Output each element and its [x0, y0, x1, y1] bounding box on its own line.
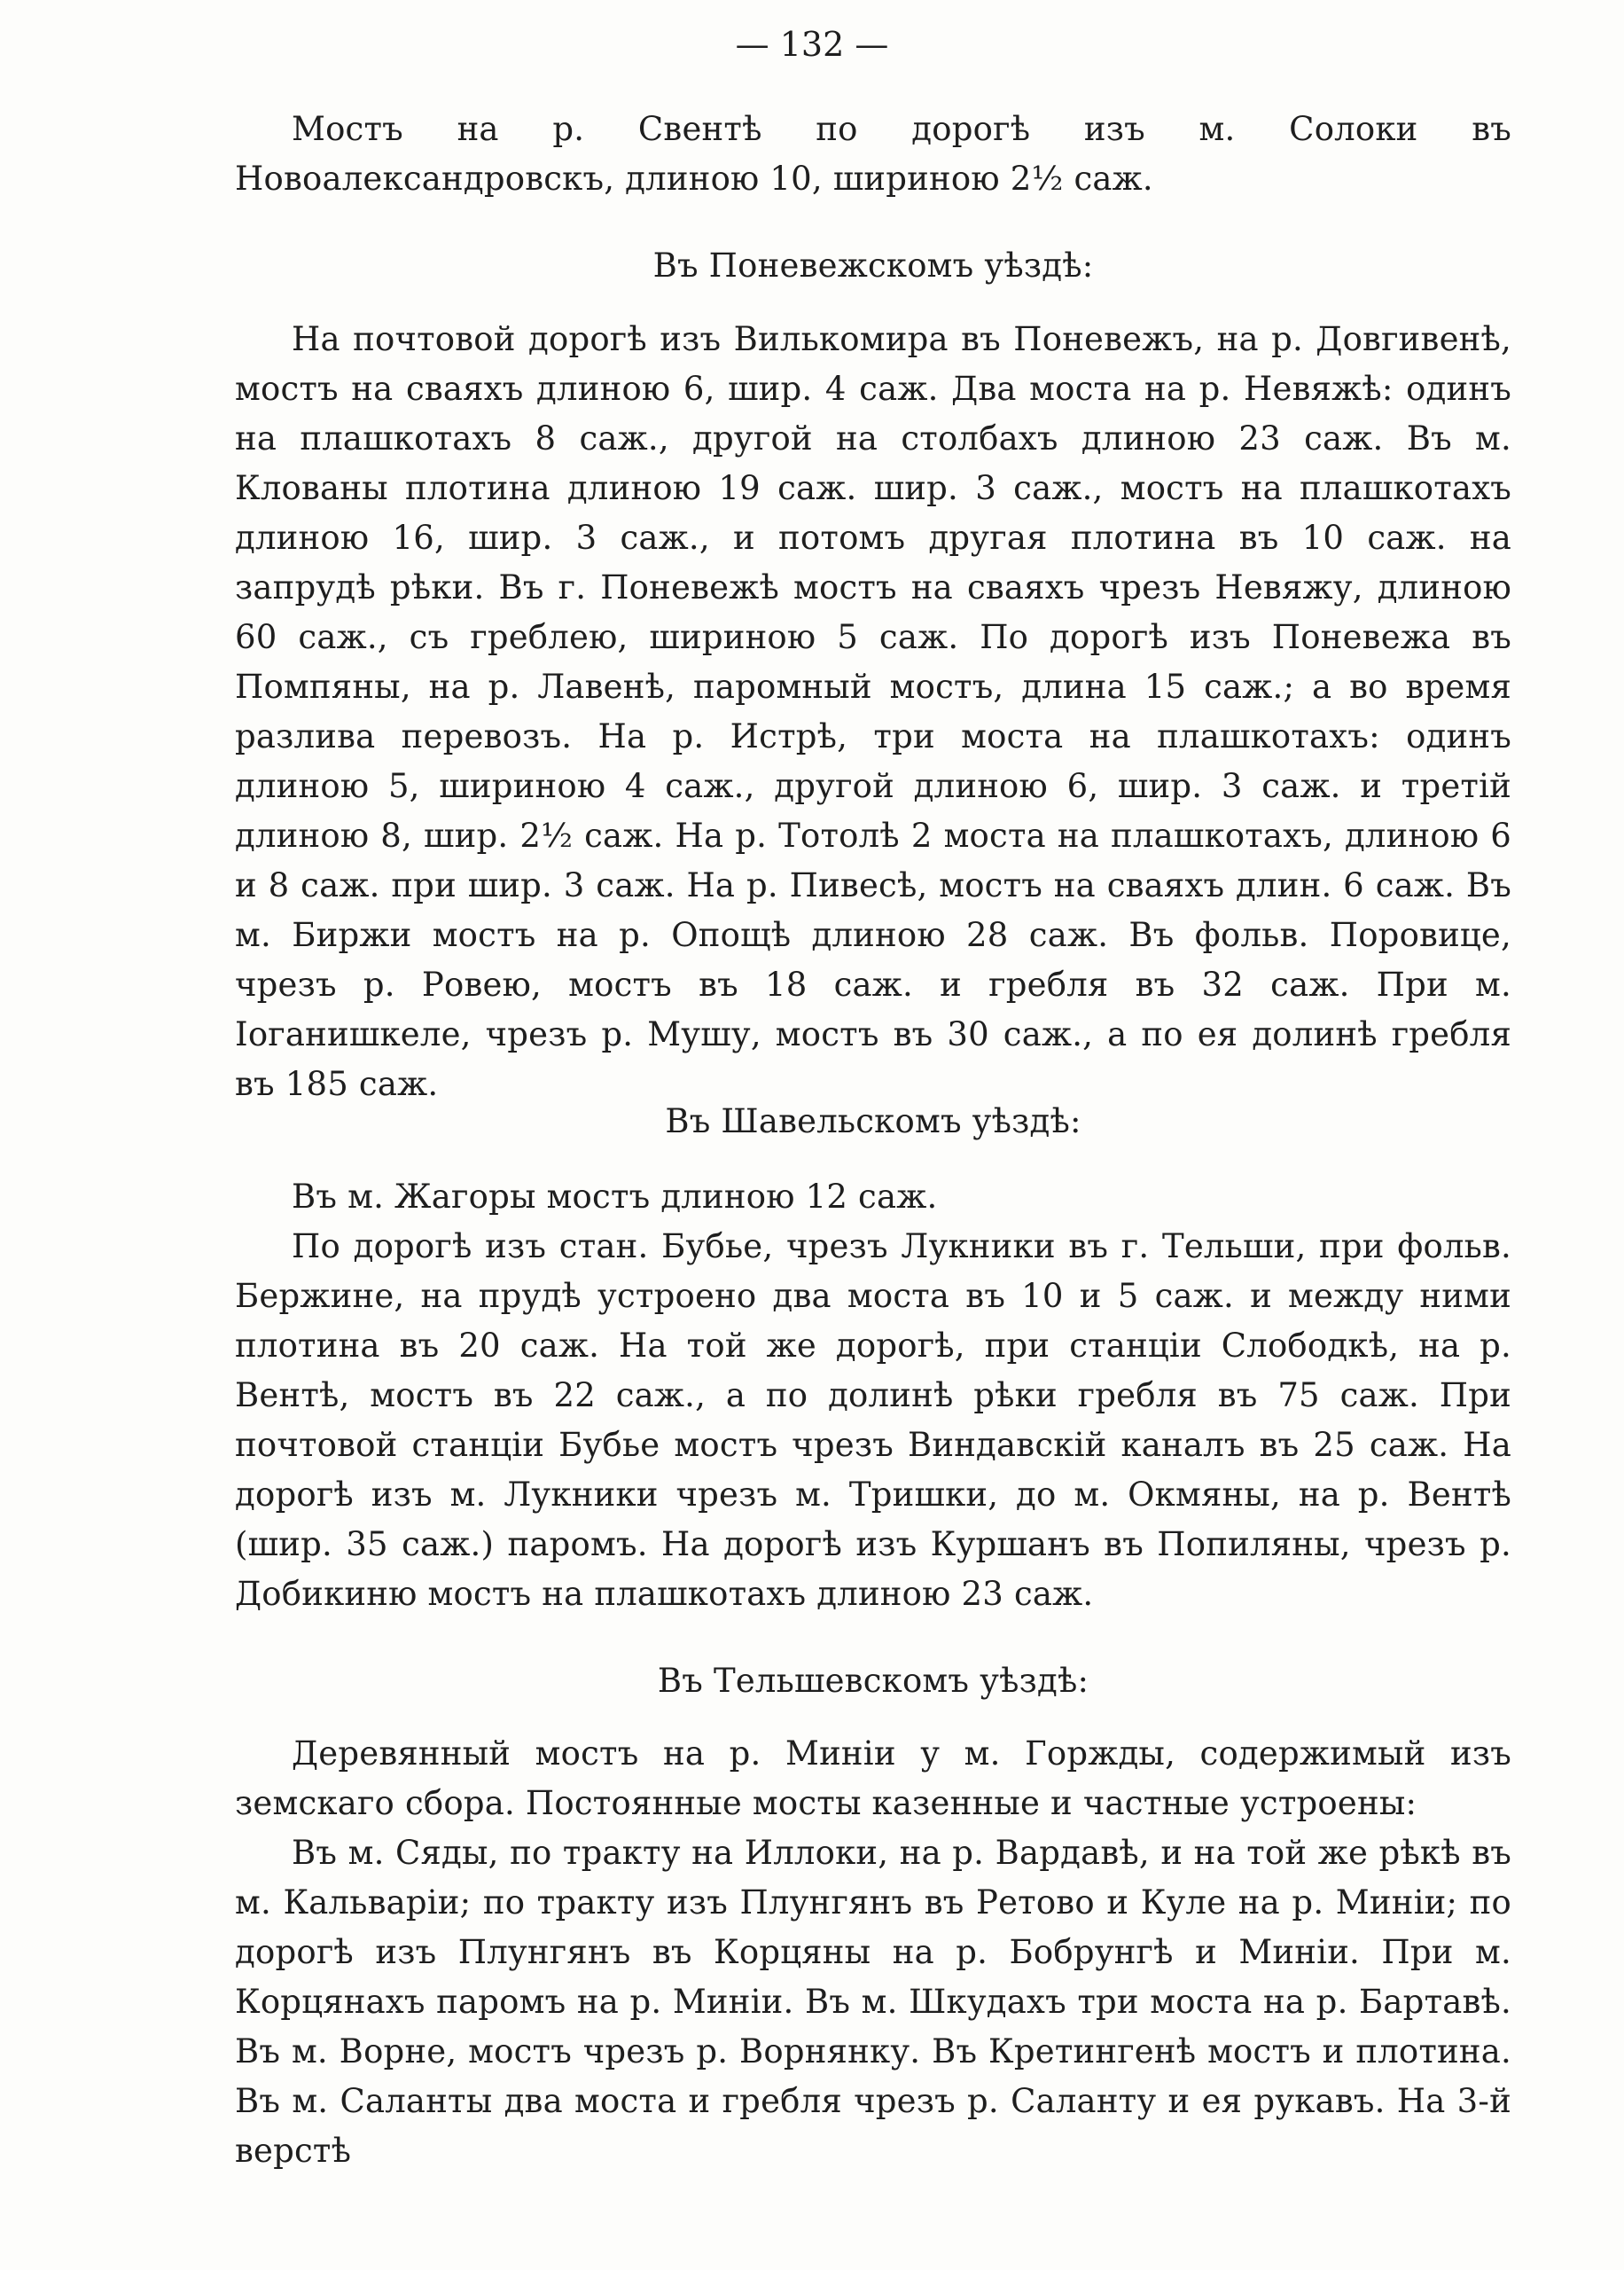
section-heading-telshi [235, 1656, 1511, 1706]
paragraph: Деревянный мостъ на р. Миніи у м. Горжды, содержимый изъ земскаго сбора. Постоянные мосты казенные и частные устроены: [235, 1734, 1511, 1822]
section-body-shavli [235, 1172, 1511, 1619]
paragraph: На почтовой дорогѣ изъ Вилькомира въ Поневежъ, на р. Довгивенѣ, мостъ на сваяхъ длиною 6, шир. 4 саж. Два моста на р. Невяжѣ: одинъ на плашкотахъ 8 саж., другой на столбахъ длиною 23 саж. Въ м. Клованы плотина длиною 19 саж. шир. 3 саж., мостъ на плашкотахъ длиною 16, шир. 3 саж., и потомъ другая плотина въ 10 саж. на запрудѣ рѣки. Въ г. Поневежѣ мостъ на сваяхъ чрезъ Невяжу, длиною 60 саж., съ греблею, шириною 5 саж. По дорогѣ изъ Поневежа въ Помпяны, на р. Лавенѣ, паромный мостъ, длина 15 саж.; а во время разлива перевозъ. На р. Истрѣ, три моста на плашкотахъ: одинъ длиною 5, шириною 4 саж., другой длиною 6, шир. 3 саж. и третій длиною 8, шир. 2½ саж. На р. Тотолѣ 2 моста на плашкотахъ, длиною 6 и 8 саж. при шир. 3 саж. На р. Пивесѣ, мостъ на сваяхъ длин. 6 саж. Въ м. Биржи мостъ на р. Опощѣ длиною 28 саж. Въ фольв. Поровице, чрезъ р. Ровею, мостъ въ 18 саж. и гребля въ 32 саж. При м. Іоганишкеле, чрезъ р. Мушу, мостъ въ 30 саж., а по ея долинѣ гребля въ 185 саж. [235, 320, 1511, 1103]
paragraph: Въ м. Сяды, по тракту на Иллоки, на р. Вардавѣ, и на той же рѣкѣ въ м. Кальваріи; по тракту изъ Плунгянъ въ Ретово и Куле на р. Миніи; по дорогѣ изъ Плунгянъ въ Корцяны на р. Бобрунгѣ и Миніи. При м. Корцянахъ паромъ на р. Миніи. Въ м. Шкудахъ три моста на р. Бартавѣ. Въ м. Ворне, мостъ чрезъ р. Ворнянку. Въ Кретингенѣ мостъ и плотина. Въ м. Саланты два моста и гребля чрезъ р. Саланту и ея рукавъ. На 3-й верстѣ [235, 1834, 1511, 2170]
section-body-telshi [235, 1729, 1511, 2176]
section-heading: Въ Тельшевскомъ уѣздѣ: [657, 1662, 1089, 1700]
page-number: — 132 — [735, 25, 889, 64]
section-heading: Въ Поневежскомъ уѣздѣ: [652, 247, 1094, 285]
section-heading-shavli [235, 1097, 1511, 1147]
paragraph: Въ м. Жагоры мостъ длиною 12 саж. [292, 1178, 938, 1216]
paragraph: По дорогѣ изъ стан. Бубье, чрезъ Лукники въ г. Тельши, при фольв. Бержине, на прудѣ устроено два моста въ 10 и 5 саж. и между ними плотина въ 20 саж. На той же дорогѣ, при станціи Слободкѣ, на р. Вентѣ, мостъ въ 22 саж., а по долинѣ рѣки гребля въ 75 саж. При почтовой станціи Бубье мостъ чрезъ Виндавскій каналъ въ 25 саж. На дорогѣ изъ м. Лукники чрезъ м. Тришки, до м. Окмяны, на р. Вентѣ (шир. 35 саж.) паромъ. На дорогѣ изъ Куршанъ въ Попиляны, чрезъ р. Добикиню мостъ на плашкотахъ длиною 23 саж. [235, 1227, 1511, 1613]
section-heading-ponevezh [235, 241, 1511, 291]
paragraph: Мостъ на р. Свентѣ по дорогѣ изъ м. Солоки въ Новоалександровскъ, длиною 10, шириною 2½ саж. [235, 110, 1511, 198]
intro-section [235, 105, 1511, 204]
section-heading: Въ Шавельскомъ уѣздѣ: [665, 1102, 1081, 1140]
section-body-ponevezh [235, 315, 1511, 1109]
